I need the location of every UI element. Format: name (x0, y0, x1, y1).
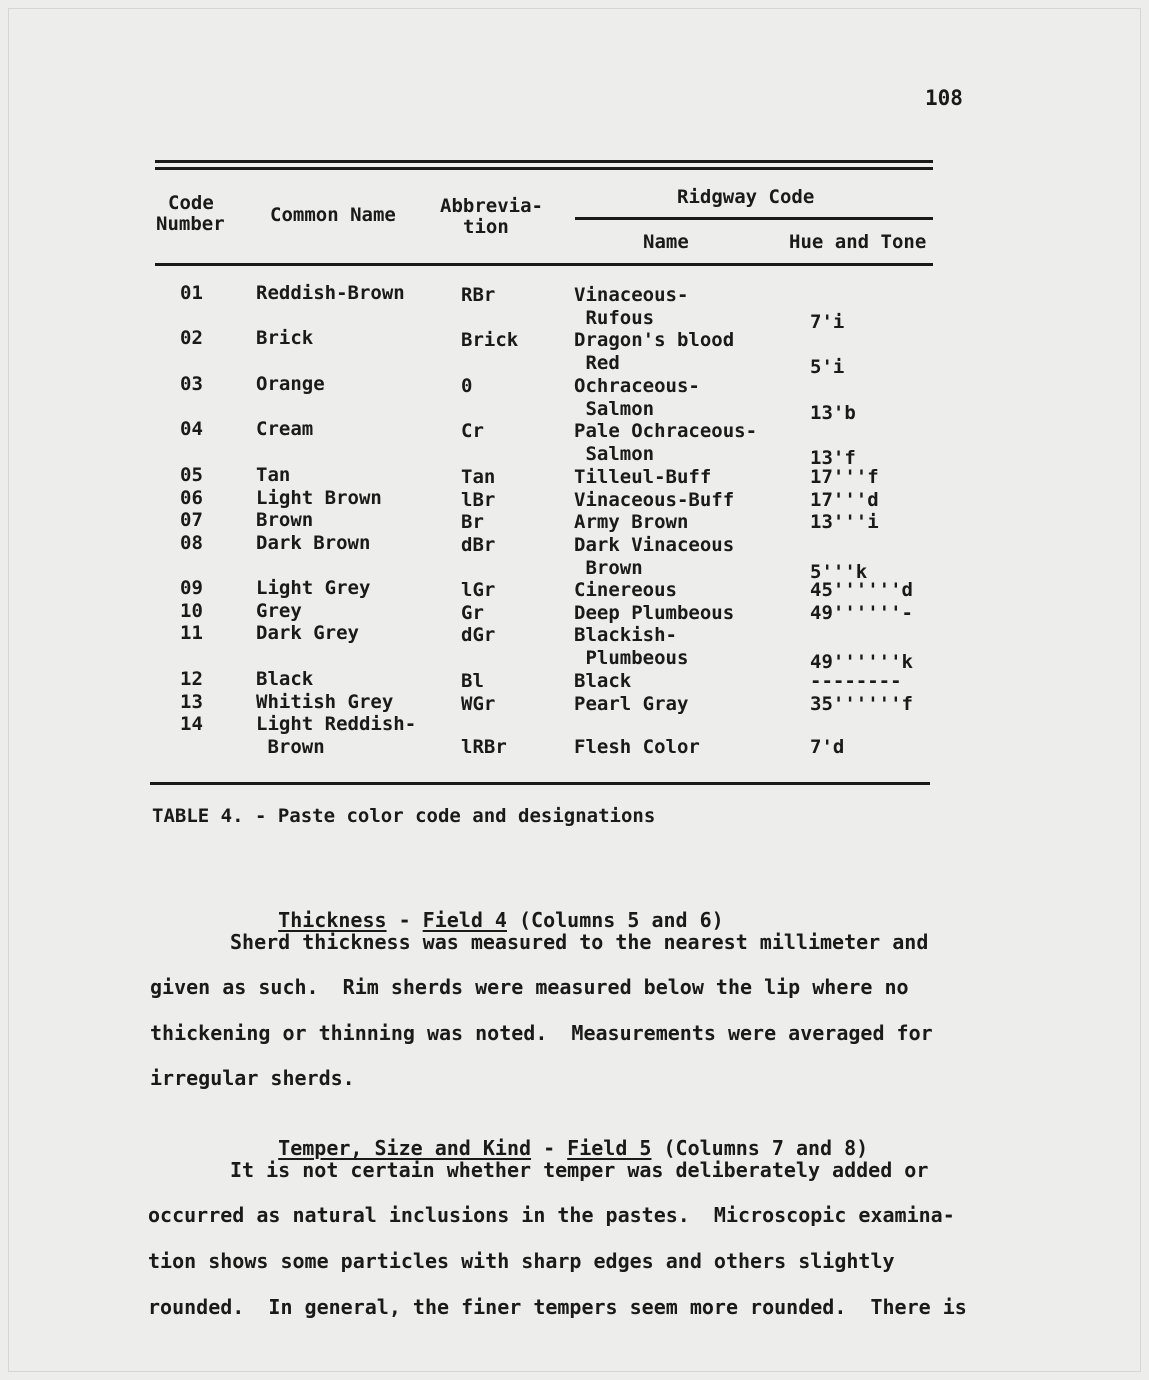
cell-hue-tone: 5'''k (810, 561, 868, 583)
cell-hue-tone: 13'''i (810, 511, 879, 533)
cell-code: 13 (180, 691, 203, 713)
section-heading-thickness: Thickness - Field 4 (Columns 5 and 6) (278, 908, 724, 932)
table-caption: TABLE 4. - Paste color code and designations (152, 805, 656, 827)
cell-code: 07 (180, 509, 203, 531)
cell-ridgway-name: Dragon's blood (574, 329, 735, 351)
cell-common-name: Dark Grey (256, 622, 359, 644)
cell-ridgway-name: Vinaceous-Buff (574, 489, 735, 511)
cell-ridgway-name: Cinereous (574, 579, 677, 601)
cell-code: 11 (180, 622, 203, 644)
cell-ridgway-name: Deep Plumbeous (574, 602, 735, 624)
cell-abbreviation: RBr (461, 284, 496, 306)
paragraph-line: irregular sherds. (150, 1066, 355, 1090)
cell-hue-tone: 17'''d (810, 489, 879, 511)
cell-hue-tone: 5'i (810, 356, 845, 378)
cell-hue-tone: 35''''''f (810, 693, 913, 715)
cell-hue-tone: 17'''f (810, 466, 879, 488)
paragraph-line: thickening or thinning was noted. Measurements were averaged for (150, 1021, 933, 1045)
cell-common-name: Cream (256, 418, 314, 440)
section-heading-temper: Temper, Size and Kind - Field 5 (Columns 7 and 8) (278, 1136, 869, 1160)
cell-abbreviation: Brick (461, 329, 519, 351)
cell-abbreviation: dBr (461, 534, 496, 556)
cell-common-name: Orange (256, 373, 325, 395)
cell-common-name: Brick (256, 327, 314, 349)
paragraph-line: given as such. Rim sherds were measured below the lip where no (150, 975, 909, 999)
cell-code: 05 (180, 464, 203, 486)
heading-label: Thickness (278, 908, 387, 932)
header-code: Code (168, 192, 214, 214)
cell-hue-tone: -------- (810, 670, 902, 692)
paragraph-line: occurred as natural inclusions in the pastes. Microscopic examina- (148, 1203, 955, 1227)
field-label: Field 4 (422, 908, 507, 932)
cell-ridgway-name: Salmon (574, 398, 655, 420)
cell-abbreviation: WGr (461, 693, 496, 715)
cell-abbreviation: Bl (461, 670, 484, 692)
cell-ridgway-name: Dark Vinaceous (574, 534, 735, 556)
table-bottom-rule (150, 782, 930, 785)
cell-code: 08 (180, 532, 203, 554)
header-abbrev-1: Abbrevia- (440, 195, 543, 217)
cell-common-name: Grey (256, 600, 302, 622)
cell-ridgway-name: Rufous (574, 307, 655, 329)
paragraph-line: rounded. In general, the finer tempers seem more rounded. There is (148, 1295, 967, 1319)
cell-abbreviation: Cr (461, 420, 484, 442)
ridgway-rule (575, 217, 933, 220)
header-hue: Hue and Tone (789, 231, 927, 253)
cell-abbreviation: lGr (461, 579, 496, 601)
header-common-name: Common Name (270, 204, 396, 226)
field-label: Field 5 (567, 1136, 652, 1160)
cell-common-name: Light Grey (256, 577, 371, 599)
cell-hue-tone: 45''''''d (810, 579, 913, 601)
cell-code: 14 (180, 713, 203, 735)
cell-hue-tone: 7'd (810, 736, 845, 758)
table-top-rule-2 (155, 167, 933, 170)
cell-abbreviation: Br (461, 511, 484, 533)
cell-ridgway-name: Vinaceous- (574, 284, 689, 306)
cell-hue-tone: 7'i (810, 311, 845, 333)
cell-ridgway-name: Ochraceous- (574, 375, 700, 397)
paragraph-line: tion shows some particles with sharp edges and others slightly (148, 1249, 895, 1273)
cell-hue-tone: 49''''''- (810, 602, 913, 624)
cell-abbreviation: dGr (461, 624, 496, 646)
cell-code: 09 (180, 577, 203, 599)
cell-abbreviation: 0 (461, 375, 473, 397)
cell-ridgway-name: Brown (574, 557, 643, 579)
cell-ridgway-name: Plumbeous (574, 647, 689, 669)
cell-common-name: Dark Brown (256, 532, 371, 554)
header-abbrev-2: tion (463, 216, 509, 238)
cell-abbreviation: lBr (461, 489, 496, 511)
cell-ridgway-name: Pearl Gray (574, 693, 689, 715)
cell-ridgway-name: Red (574, 352, 620, 374)
cell-abbreviation: Gr (461, 602, 484, 624)
table-top-rule-1 (155, 160, 933, 163)
cell-code: 12 (180, 668, 203, 690)
header-number: Number (156, 213, 225, 235)
cell-hue-tone: 49''''''k (810, 651, 913, 673)
cell-code: 04 (180, 418, 203, 440)
cell-abbreviation: lRBr (461, 736, 507, 758)
cell-ridgway-name: Flesh Color (574, 736, 700, 758)
cell-common-name: Whitish Grey (256, 691, 394, 713)
cell-ridgway-name: Black (574, 670, 632, 692)
page-number: 108 (925, 86, 963, 110)
header-name: Name (643, 231, 689, 253)
header-bottom-rule (155, 263, 933, 266)
cell-ridgway-name: Salmon (574, 443, 655, 465)
cell-common-name: Black (256, 668, 314, 690)
cell-abbreviation: Tan (461, 466, 496, 488)
cell-ridgway-name: Pale Ochraceous- (574, 420, 758, 442)
heading-label: Temper, Size and Kind (278, 1136, 532, 1160)
cell-common-name: Brown (256, 736, 325, 758)
cell-code: 02 (180, 327, 203, 349)
cell-ridgway-name: Blackish- (574, 624, 677, 646)
cell-common-name: Brown (256, 509, 314, 531)
cell-code: 06 (180, 487, 203, 509)
cell-ridgway-name: Tilleul-Buff (574, 466, 712, 488)
cell-common-name: Reddish-Brown (256, 282, 405, 304)
paragraph-line: It is not certain whether temper was deliberately added or (230, 1158, 929, 1182)
cell-common-name: Tan (256, 464, 291, 486)
paragraph-line: Sherd thickness was measured to the nearest millimeter and (230, 930, 929, 954)
cell-common-name: Light Brown (256, 487, 382, 509)
cell-common-name: Light Reddish- (256, 713, 417, 735)
cell-code: 01 (180, 282, 203, 304)
cell-ridgway-name: Army Brown (574, 511, 689, 533)
cell-code: 10 (180, 600, 203, 622)
header-ridgway: Ridgway Code (677, 186, 815, 208)
cell-code: 03 (180, 373, 203, 395)
cell-hue-tone: 13'f (810, 447, 856, 469)
cell-hue-tone: 13'b (810, 402, 856, 424)
